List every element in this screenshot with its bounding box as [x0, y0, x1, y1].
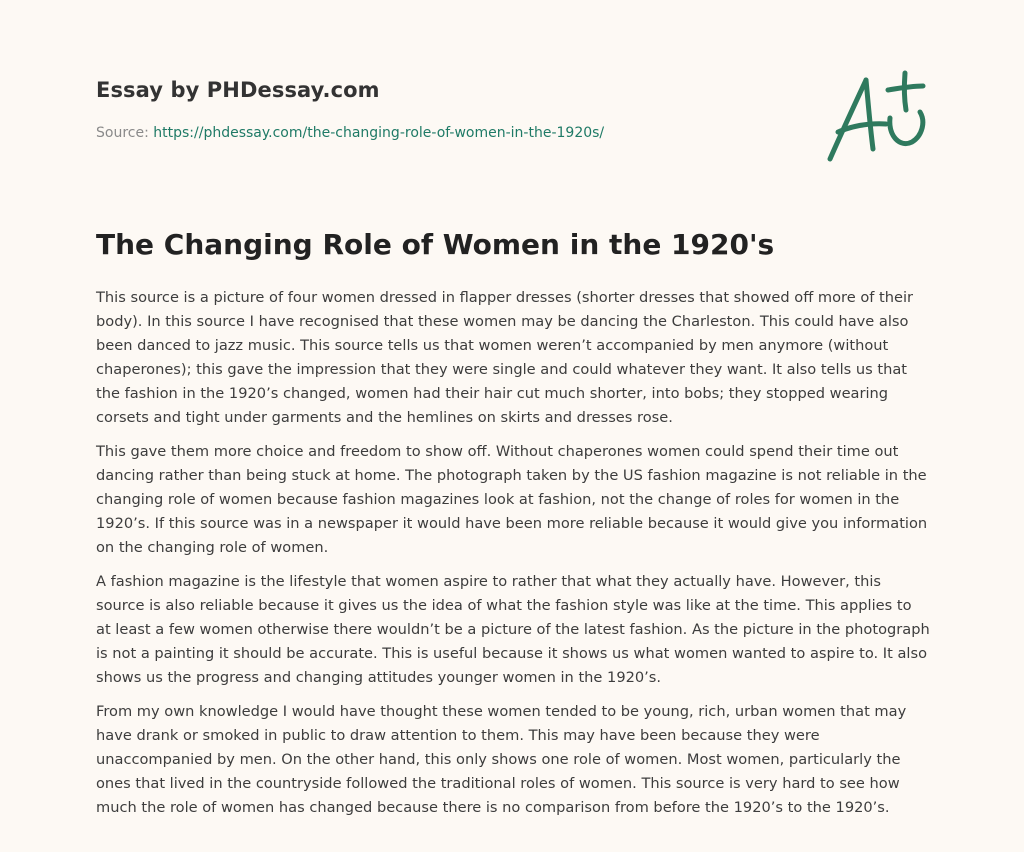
- source-line: [96, 123, 604, 143]
- source-label: Source:: [96, 125, 154, 141]
- essay-paragraph: From my own knowledge I would have thought these women tended to be young, rich, urban women that may have drank or smoked in public to draw attention to them. This may have been because they were unaccompanied by men. On the other hand, this only shows one role of women. Most women, particularly the ones that lived in the countryside followed the traditional roles of women. This source is very hard to see how much the role of women has changed because there is no comparison from before the 1920’s to the 1920’s.: [96, 703, 907, 816]
- essay-paragraph: A fashion magazine is the lifestyle that women aspire to rather that what they actually have. However, this source is also reliable because it gives us the idea of what the fashion style was like at the time. This applies to at least a few women otherwise there wouldn’t be a picture of the latest fashion. As the picture in the photograph is not a painting it should be accurate. This is useful because it shows us what women wanted to aspire to. It also shows us the progress and changing attitudes younger women in the 1920’s.: [96, 573, 930, 686]
- essay-paragraph: This gave them more choice and freedom to show off. Without chaperones women could spend their time out dancing rather than being stuck at home. The photograph taken by the US fashion magazine is not reliable in the changing role of women because fashion magazines look at fashion, not the change of roles for women in the 1920’s. If this source was in a newspaper it would have been more reliable because it would give you information on the changing role of women.: [96, 443, 928, 556]
- essay-paragraph: This source is a picture of four women dressed in flapper dresses (shorter dresses that showed off more of their body). In this source I have recognised that these women may be dancing the Charleston. This could have also been danced to jazz music. This source tells us that women weren’t accompanied by men anymore (without chaperones); this gave the impression that they were single and could whatever they want. It also tells us that the fashion in the 1920’s changed, women had their hair cut much shorter, into bobs; they stopped wearing corsets and tight under garments and the hemlines on skirts and dresses rose.: [96, 289, 914, 426]
- source-link[interactable]: https://phdessay.com/the-changing-role-of-women-in-the-1920s/: [153, 125, 605, 141]
- essay-body: [96, 286, 930, 830]
- essay-title: The Changing Role of Women in the 1920's: [96, 228, 775, 261]
- site-brand: Essay by PHDessay.com: [96, 78, 380, 102]
- a-plus-grade-icon: [820, 66, 930, 166]
